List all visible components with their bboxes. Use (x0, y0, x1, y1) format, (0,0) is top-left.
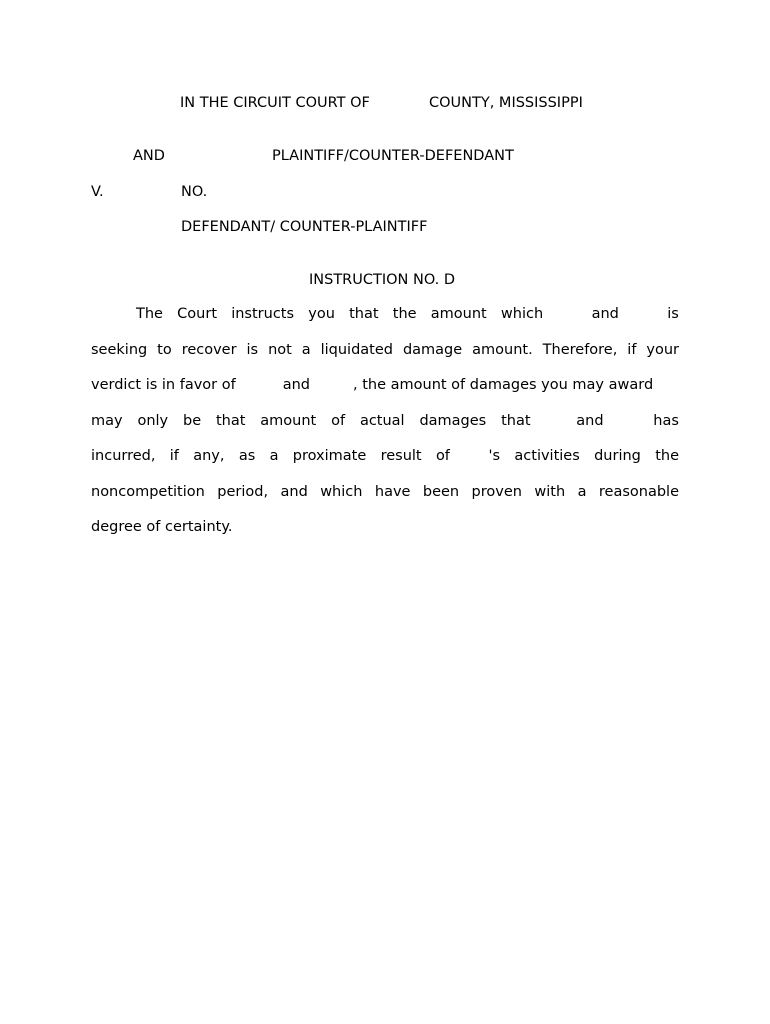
case-number-label: NO. (181, 184, 208, 200)
word: during (594, 448, 641, 464)
defendant-role: DEFENDANT/ COUNTER-PLAINTIFF (181, 219, 428, 235)
word: instructs (231, 306, 295, 322)
word: noncompetition (91, 483, 205, 500)
word: if (627, 341, 637, 358)
court-heading-left: IN THE CIRCUIT COURT OF (180, 95, 370, 111)
court-heading-right: COUNTY, MISSISSIPPI (429, 95, 583, 111)
blank (633, 305, 653, 341)
blank (545, 412, 561, 448)
word: the (655, 448, 679, 464)
instruction-body (91, 305, 679, 554)
body-line (91, 376, 679, 412)
word: your (646, 341, 679, 358)
word: proximate (292, 448, 367, 464)
word: of (331, 412, 346, 429)
word: only (137, 412, 169, 429)
word: be (182, 412, 202, 429)
word: damage (402, 341, 463, 358)
word: that (215, 412, 246, 429)
body-line (91, 447, 679, 483)
word: have (374, 483, 411, 500)
word: amount. (472, 341, 533, 358)
word: reasonable (598, 483, 679, 500)
word: and (591, 306, 619, 322)
word: damages (419, 412, 487, 429)
instruction-title: INSTRUCTION NO. D (309, 272, 456, 288)
blank (464, 447, 474, 483)
word: any, (193, 448, 225, 464)
word: is (246, 341, 259, 358)
word: 's (488, 448, 501, 464)
blank (557, 305, 577, 341)
word: and (576, 412, 604, 429)
word: actual (359, 412, 405, 429)
word: seeking (91, 341, 148, 358)
word: has (653, 412, 679, 429)
blank (618, 412, 638, 448)
word: a (269, 448, 279, 464)
word: The (136, 306, 163, 322)
word: Court (177, 306, 218, 322)
plaintiff-role: PLAINTIFF/COUNTER-DEFENDANT (272, 148, 514, 164)
word: not (268, 341, 292, 358)
word: if (169, 448, 179, 464)
body-line (91, 412, 679, 448)
word: that (349, 306, 379, 322)
word: activities (514, 448, 580, 464)
word: verdict is in favor of (91, 377, 236, 393)
word: which (500, 306, 544, 322)
versus-label: V. (91, 184, 104, 200)
word: and (280, 483, 308, 500)
word: to (157, 341, 172, 358)
word: with (534, 483, 566, 500)
word: that (501, 412, 531, 429)
word: , the amount of damages you may award (353, 377, 654, 393)
word: and (282, 377, 310, 393)
word: amount (430, 306, 487, 322)
word: of (435, 448, 450, 464)
word: liquidated (320, 341, 393, 358)
word: is (667, 306, 679, 322)
word: amount (260, 412, 317, 429)
body-line (91, 483, 679, 519)
word: the (392, 306, 417, 322)
word: Therefore, (542, 341, 618, 358)
word: degree of certainty. (91, 519, 233, 535)
word: period, (217, 483, 269, 500)
plaintiff-and: AND (133, 148, 165, 164)
body-line (91, 341, 679, 377)
blank (310, 376, 353, 412)
blank (236, 376, 283, 412)
word: as (238, 448, 256, 464)
body-line (91, 518, 679, 554)
word: result (380, 448, 422, 464)
word: may (91, 412, 123, 429)
body-line (91, 305, 679, 341)
word: a (577, 483, 587, 500)
word: proven (471, 483, 522, 500)
word: a (301, 341, 311, 358)
word: you (308, 306, 335, 322)
word: which (320, 483, 363, 500)
word: recover (181, 341, 237, 358)
word: been (422, 483, 460, 500)
word: incurred, (91, 448, 156, 464)
